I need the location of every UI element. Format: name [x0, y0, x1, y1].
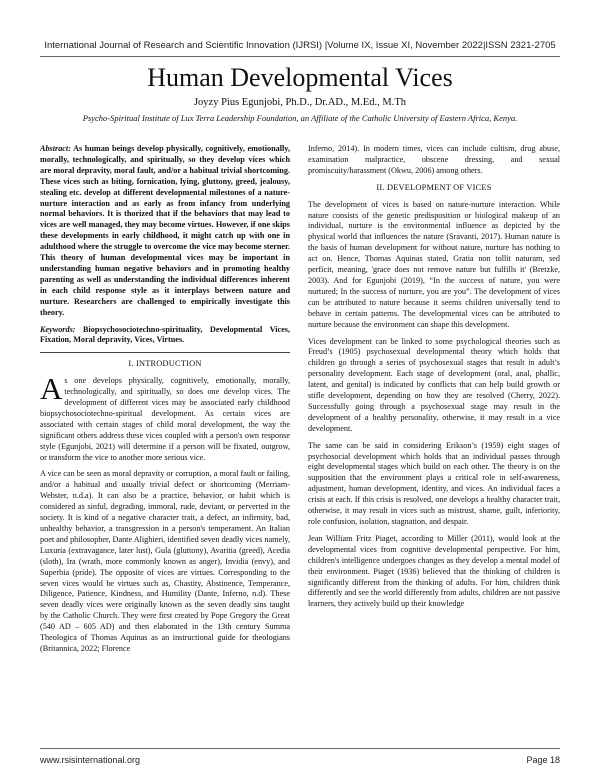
keywords — [40, 325, 290, 347]
abstract-text: As human beings develop physically, cognitively, emotionally, morally, technologically, and spiritually, so they develop vices which are moral depravity, moral fault, and/or a habitual trivial shortcoming. These vices such as biting, fornication, lying, gluttony, greed, jealousy, stealing etc. develop at different developmental milestones of a nature-nurture interaction and as early as from infancy from underlying normal behaviors. It is thorized that if the behaviors that may lead to vices are well managed, they may become virtues. However, if one skips these developments in early childhood, it might catch up with one in adulthood where the struggle to overcome the vice may become sterner. This theory of human developmental vices may be important in understanding human negative behaviors and in promoting healthy parenting as well as understanding the individual differences inherent in each child response style as it interplays between nature and nurture. Researchers are challenged to empirically investigate this theory. — [40, 144, 290, 317]
footer-page-number: Page 18 — [526, 755, 560, 765]
intro-paragraph-2: A vice can be seen as moral depravity or corruption, a moral fault or failing, and/or a habitual and usually trivial defect or shortcoming (Merriam-Webster, n.d.a). It can also be a practice, behavior, or habit which is considered as sinful, degrading, immoral, rude, deviant, or perverted in the society. It is kind of a negative character trait, a defect, an infirmity, bad, unhealthy behavior, a transgression in a person's temperament. An Italian poet and philosopher, Dante Alighieri, identified seven deadly vices namely, Luxuria (extravagance, later lust), Gula (gluttony), Avaritia (greed), Acedia (sloth), Ira (wrath, more commonly known as anger), Invidia (envy), and Superbia (pride). The opposite of vices are virtues. Corresponding to the seven vices would be virtues such as, Chastity, Abstinence, Temperance, Diligence, Patience, Kindness, and Humility (Dante, Inferno, n.d). These seven deadly vices were originally known as the seven deadly sins taught by the Catholic Church. They were first created by Pope Gregory the Great (540 AD – 605 AD) and then elaborated in the 13th century Summa Theologica of Thomas Aquinas as an instructional guide for theologians (Britannica, 2022; Florence — [40, 469, 290, 653]
abstract-label: Abstract: — [40, 144, 71, 153]
right-column — [308, 144, 560, 744]
keywords-rule — [40, 352, 290, 353]
paper-title: Human Developmental Vices — [147, 63, 453, 92]
intro-paragraph-2-continued: Inferno, 2014). In modern times, vices can include cultism, drug abuse, examination malpractice, obscene dressing, and sexual promiscuity/harassment (Okwu, 2006) among others. — [308, 144, 560, 175]
keywords-text: Biopsychosociotechno-spirituality, Developmental Vices, Fixation, Moral depravity, Vices, Virtues. — [40, 324, 290, 345]
left-column — [40, 144, 290, 744]
section-heading-introduction: I. INTRODUCTION — [128, 359, 202, 369]
development-paragraph-3: The same can be said in considering Erikson’s (1959) eight stages of psychosocial development which holds that an individual passes through eight developmental stages which build on each other. The theory is on the supposition that the environment plays a critical role in self-awareness, adjustment, human development, identity, and vices. An individual faces a crisis at each. If this crisis is resolved, one develops a healthy character trait, otherwise, it may result in vices such as mistrust, shame, guilt, inferiority, role confusion, isolation, stagnation, and despair. — [308, 440, 560, 526]
development-paragraph-2: Vices development can be linked to some psychological theories such as Freud’s (1905) psychosexual developmental theory which holds that children go through a series of psychosexual stages that result in adult’s personality development. Each stage of development (oral, anal, phallic, latent, and genital) is indicated by conflicts that can help build growth or stifle development, depending on how they are resolved (Cherry, 2022). Successfully going through a psychosexual stage may result in the development of a healthy personality, otherwise, it may result in a vice development. — [308, 336, 560, 433]
abstract — [40, 144, 290, 319]
development-paragraph-4: Jean William Fritz Piaget, according to Miller (2011), would look at the developmental vices from cognitive developmental perspective. For him, children's intelligence undergoes changes as they develop a mental model of their environment. Piaget (1936) believed that the thinking of children is significantly different from the thinking of adults. For him, children think differently and see the world differently from adults, children are not passive learners, they actively build up their knowledge — [308, 533, 560, 609]
paper-affiliation: Psycho-Spiritual Institute of Lux Terra Leadership Foundation, an Affiliate of the Catholic University of Eastern Africa, Kenya. — [82, 113, 518, 123]
footer-rule — [40, 748, 560, 749]
intro-paragraph-1 — [40, 371, 290, 463]
drop-cap: A — [40, 371, 63, 407]
intro-paragraph-1-text: s one develops physically, cognitively, emotionally, morally, technologically, and spiritually, so does one develop vices. The development of different vices may be associated early childhood biopsychosociotechno-spiritual development. As certain vices are associated with certain stages of child moral development, the way the significant others address these vices coupled with a person's own response style (Egunjobi, 2021) will determine if a person will be fixated, outgrow, or transform the vice to another more serious vice. — [40, 376, 290, 462]
header-rule — [40, 56, 560, 57]
journal-header: International Journal of Research and Scientific Innovation (IJRSI) |Volume IX, Issue XI, November 2022|ISSN 2321-2705 — [44, 40, 556, 51]
section-heading-development: II. DEVELOPMENT OF VICES — [376, 182, 492, 192]
paper-authors: Joyzy Pius Egunjobi, Ph.D., Dr.AD., M.Ed., M.Th — [193, 97, 407, 108]
footer-website: www.rsisinternational.org — [40, 755, 141, 765]
development-paragraph-1: The development of vices is based on nature-nurture interaction. While nature consists of the genetic predisposition or biological makeup of an individual, nurture is the environmental influence as depicted by the physical world that influences the nature (Sravanti, 2017). Human nature is the basis of human development for without nature, nurture has nothing to act on. Hence, Thomas Aquinas stated, Gratia non tollit naturam, sed perficit, meaning, 'grace does not remove nature but fulfills it' (Bretzke, 2003). And for Egunjobi (2019), “In the success of nature, you were nurtured; In the success of nurture, you are you”. The development of vices can be attributed to nature because it seems children universally tend to behave in certain patterns. The developmental vices can be attributed to nurture because the environment can shape this development. — [308, 199, 560, 329]
keywords-label: Keywords: — [40, 324, 76, 334]
